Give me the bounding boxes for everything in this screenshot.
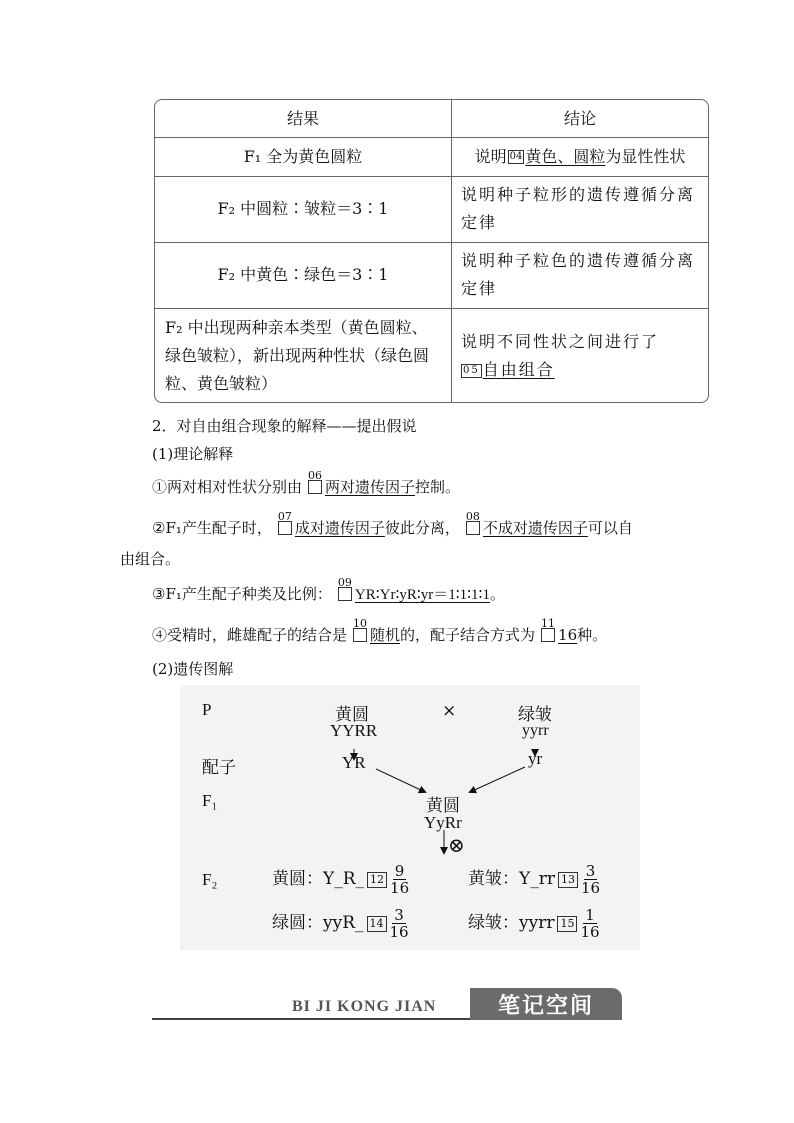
f2-label: 黄圆：Y_R_	[272, 869, 365, 889]
text: ②F₁产生配子时，	[152, 519, 272, 537]
answer-text: 随机	[370, 626, 401, 644]
table-cell-result: F₂ 中黄色∶绿色＝3∶1	[217, 265, 389, 284]
text: 控制。	[415, 478, 461, 496]
paragraph-2	[152, 510, 633, 538]
paragraph-1	[152, 469, 461, 497]
table-cell-conclusion	[451, 137, 709, 176]
banner-english: BI JI KONG JIAN	[292, 998, 437, 1015]
cross-symbol: ×	[442, 701, 457, 721]
paragraph-3	[152, 576, 505, 604]
f1-genotype: YyRr	[424, 813, 462, 832]
section-heading: 2．对自由组合现象的解释——提出假说	[152, 417, 417, 435]
fraction	[390, 863, 409, 896]
text: ①两对相对性状分别由	[152, 478, 303, 496]
label-f2: F₂	[202, 870, 218, 889]
genetic-diagram	[180, 685, 640, 950]
text: 。	[489, 585, 505, 603]
table-cell-conclusion	[451, 308, 709, 403]
numerator: 1	[585, 906, 595, 924]
f2-type	[272, 907, 409, 940]
label-f1: F₁	[202, 791, 218, 810]
denominator: 16	[580, 879, 601, 897]
fraction	[580, 907, 599, 940]
text: 彼此分离，	[384, 519, 460, 537]
answer-text: 16	[558, 626, 578, 644]
blank-box	[277, 510, 292, 535]
f2-label: 绿圆：yyR_	[272, 913, 364, 933]
blank-box	[308, 469, 323, 494]
fraction	[581, 863, 600, 896]
numerator: 3	[394, 906, 404, 924]
label-p: P	[202, 700, 212, 719]
paragraph-4	[152, 617, 608, 645]
table-cell-result: F₁ 全为黄色圆粒	[243, 146, 363, 166]
text: ④受精时，雌雄配子的结合是	[152, 626, 348, 644]
table-header-result: 结果	[286, 108, 319, 128]
blank-number: 12	[367, 872, 387, 888]
paragraph-2-cont: 由组合。	[120, 550, 181, 568]
denominator: 16	[389, 923, 409, 941]
fraction	[390, 907, 409, 940]
table-header-conclusion: 结论	[563, 108, 596, 128]
blank-box	[353, 617, 368, 642]
f2-type	[272, 863, 409, 896]
blank-number: 07	[277, 510, 292, 523]
answer-text: 黄色、圆粒	[525, 146, 606, 166]
text: 的，配子结合方式为	[400, 626, 536, 644]
conclusion-text: 说明不同性状之间进行了	[461, 332, 660, 351]
gamete1: YR	[342, 753, 366, 772]
text: 可以自	[587, 519, 633, 537]
table-cell-result: F₂ 中圆粒∶皱粒＝3∶1	[217, 199, 389, 218]
numerator: 9	[394, 862, 405, 880]
conclusion-text: 为显性性状	[605, 146, 686, 166]
parent1-genotype: YYRR	[330, 721, 378, 740]
arrow	[470, 767, 525, 792]
selfing-symbol: ⊗	[448, 833, 465, 857]
f2-label: 黄皱：Y_rr	[468, 869, 555, 889]
f2-label: 绿皱：yyrr	[468, 913, 555, 933]
arrow	[376, 769, 425, 792]
blank-box	[541, 617, 556, 642]
blank-number: 11	[541, 617, 556, 630]
parent1-phenotype: 黄圆	[335, 705, 369, 725]
blank-box	[465, 510, 480, 535]
blank-number: 14	[367, 916, 387, 932]
result-conclusion-table	[154, 99, 709, 403]
blank-number: 15	[557, 916, 577, 932]
denominator: 16	[390, 879, 410, 897]
answer-text: YR∶Yr∶yR∶yr＝1∶1∶1∶1	[354, 587, 490, 603]
notes-space-banner: 笔记空间	[470, 988, 622, 1020]
subsection-heading: (1)理论解释	[152, 445, 234, 463]
subsection-heading: (2)遗传图解	[152, 660, 234, 678]
blank-number: 05	[463, 364, 480, 376]
answer-text: 两对遗传因子	[325, 478, 416, 496]
answer-text: 不成对遗传因子	[482, 519, 588, 537]
f2-type	[468, 863, 600, 896]
f2-type	[468, 907, 600, 940]
denominator: 16	[580, 923, 600, 941]
text: 种。	[577, 626, 608, 644]
blank-number: 08	[465, 510, 480, 523]
blank-number: 04	[509, 150, 523, 162]
table-cell-result: F₂ 中出现两种亲本类型（黄色圆粒、绿色皱粒），新出现两种性状（绿色圆粒、黄色皱粒）	[165, 318, 430, 393]
answer-text: 成对遗传因子	[294, 519, 385, 537]
conclusion-text: 说明	[474, 146, 507, 166]
parent2-genotype: yyrr	[522, 722, 549, 739]
blank-box	[337, 576, 352, 601]
gamete2: yr	[528, 749, 543, 768]
numerator: 3	[585, 862, 596, 880]
parent2-phenotype: 绿皱	[518, 705, 552, 725]
label-gamete: 配子	[202, 758, 236, 778]
blank-number: 10	[353, 617, 368, 630]
table-cell-conclusion: 说明种子粒色的遗传遵循分离定律	[461, 251, 696, 298]
text: ③F₁产生配子种类及比例：	[152, 585, 332, 603]
blank-number: 06	[308, 469, 323, 482]
blank-number: 13	[558, 872, 578, 888]
f1-phenotype: 黄圆	[426, 796, 460, 816]
answer-text: 自由组合	[482, 360, 555, 379]
blank-number: 09	[337, 576, 352, 589]
table-cell-conclusion: 说明种子粒形的遗传遵循分离定律	[461, 185, 696, 232]
